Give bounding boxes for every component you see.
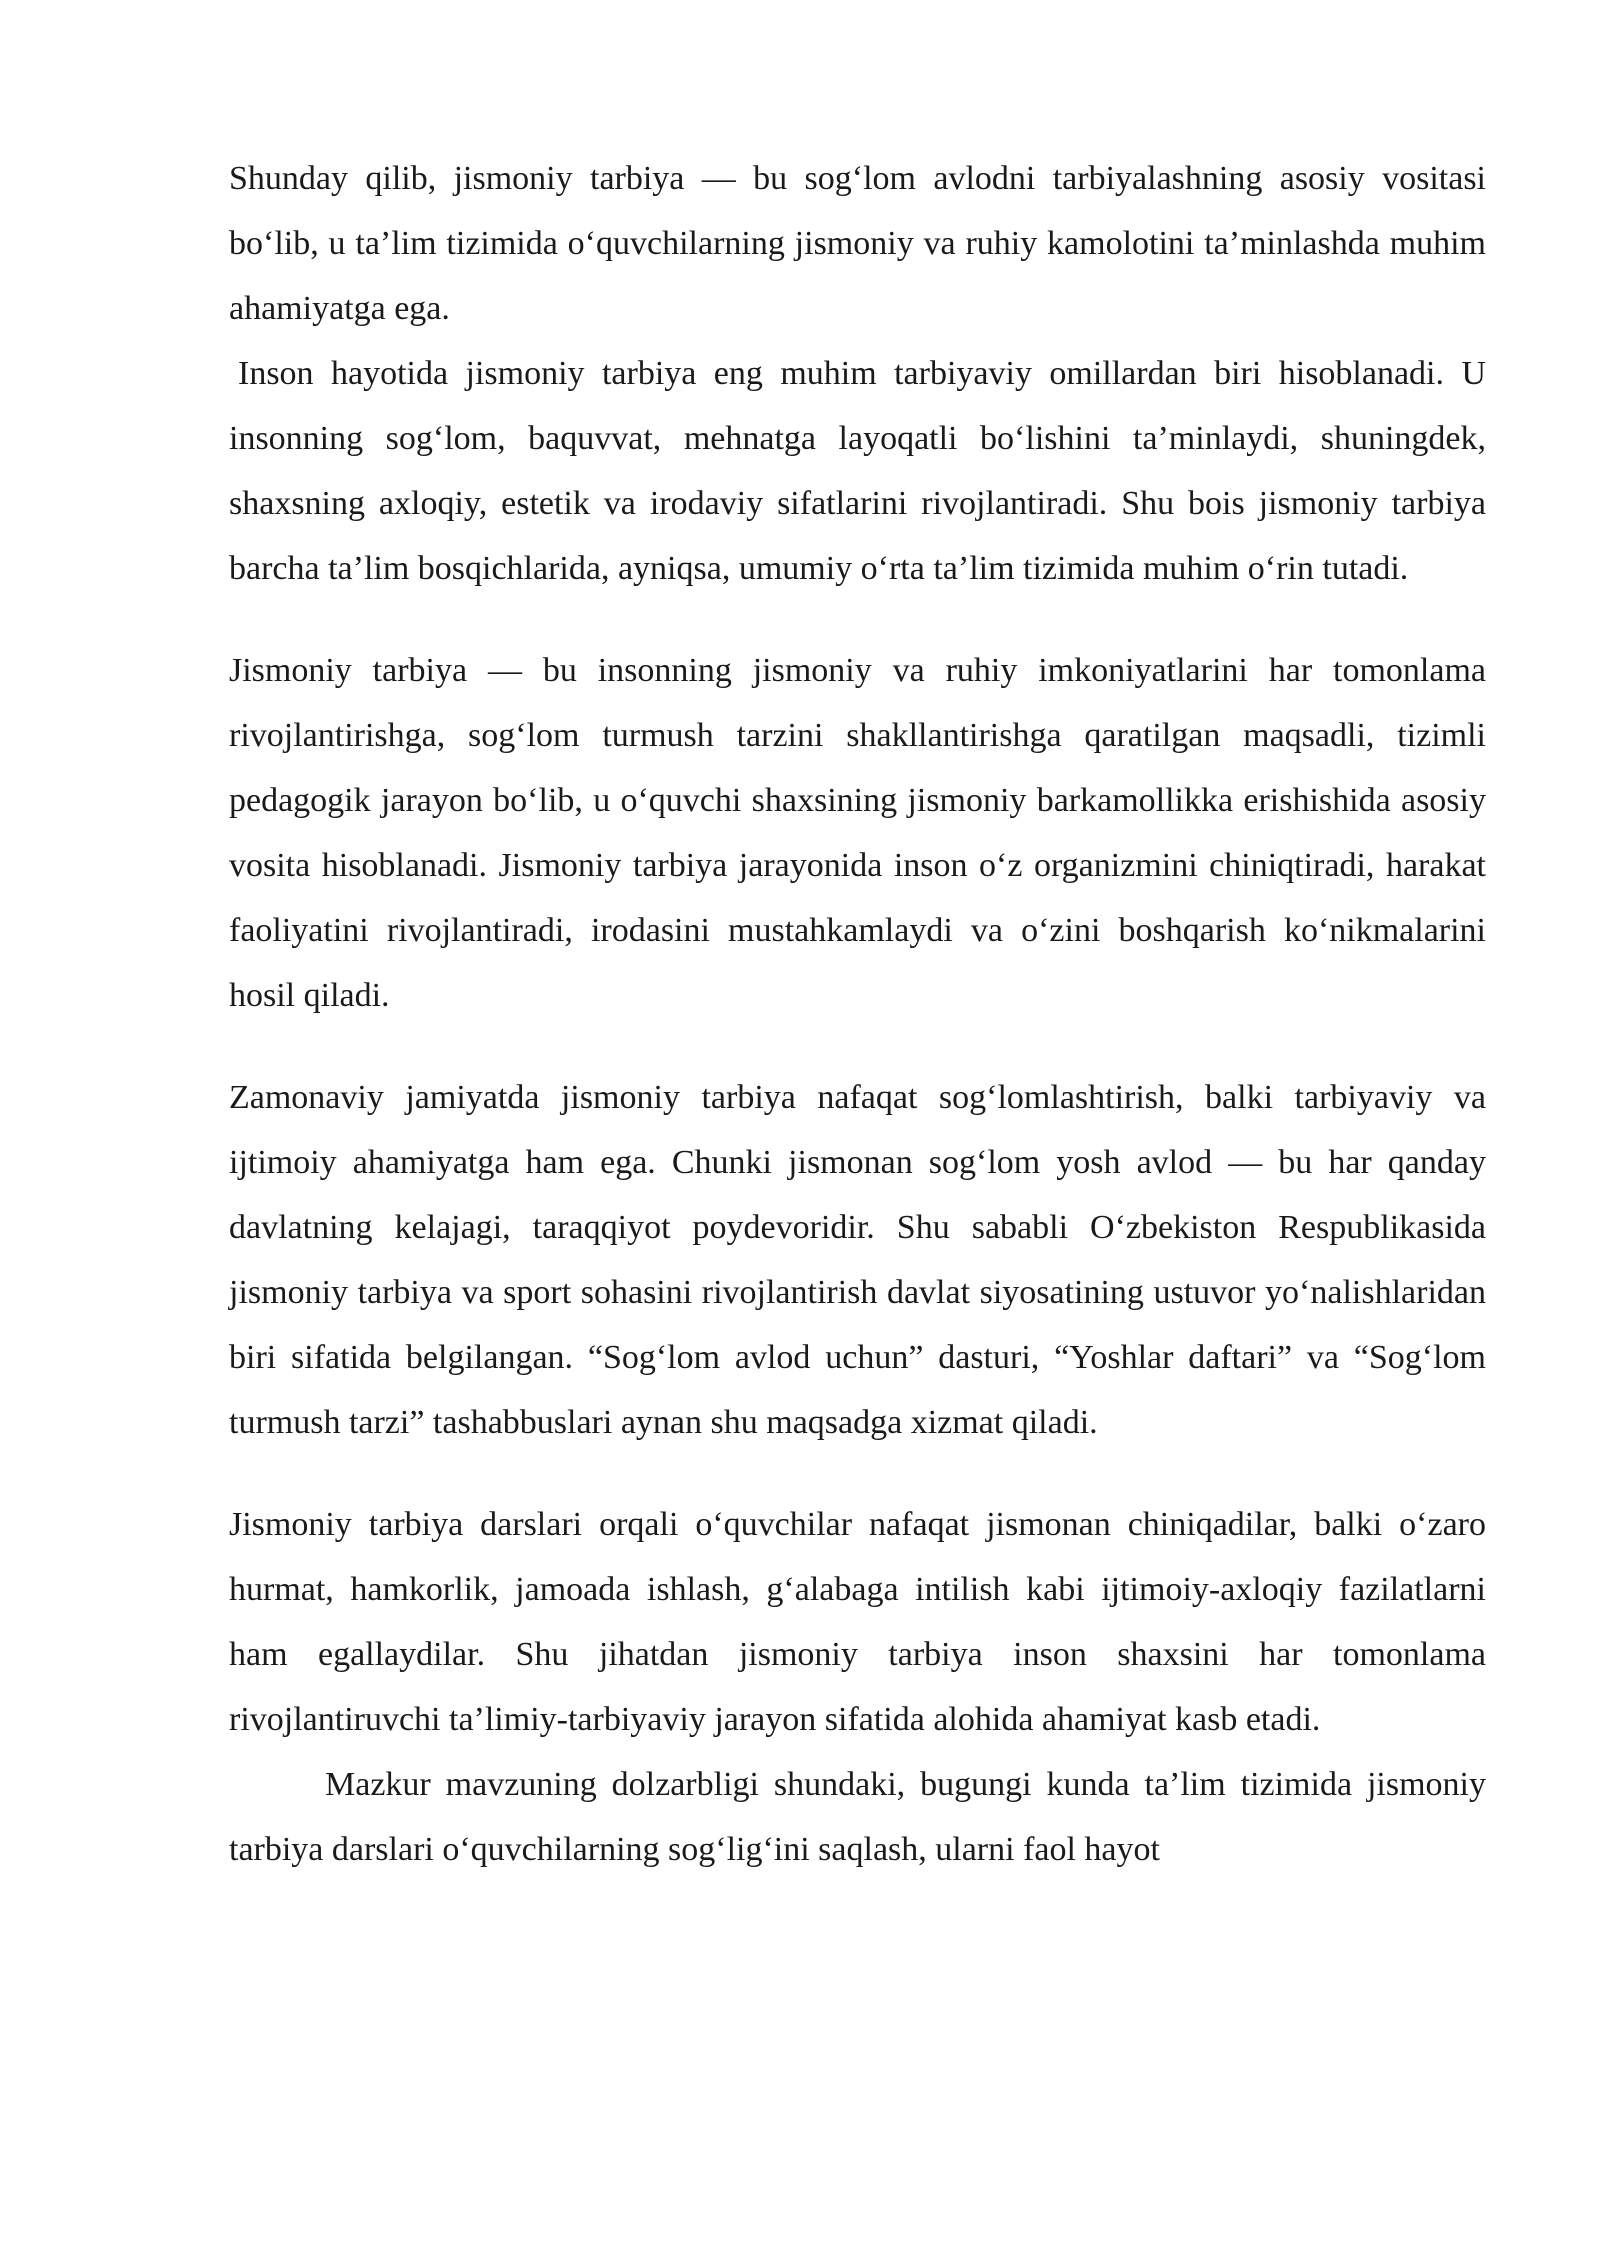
paragraph-definition: Jismoniy tarbiya — bu insonning jismoniy va ruhiy imkoniyatlarini har tomonlama rivojlantirishga, sog‘lom turmush tarzini shakllantirishga qaratilgan maqsadli, tizimli pedagogik jarayon bo‘lib, u o‘quvchi shaxsining jismoniy barkamollikka erishishida asosiy vosita hisoblanadi. Jismoniy tarbiya jarayonida inson o‘z organizmini chiniqtiradi, harakat faoliyatini rivojlantiradi, irodasini mustahkamlaydi va o‘zini boshqarish ko‘nikmalarini hosil qiladi. (229, 652, 1486, 1014)
paragraph-summary: Shunday qilib, jismoniy tarbiya — bu sog‘lom avlodni tarbiyalashning asosiy vositasi bo‘lib, u ta’lim tizimida o‘quvchilarning jismoniy va ruhiy kamolotini ta’minlashda muhim ahamiyatga ega. (229, 160, 1486, 327)
paragraph-lessons: Jismoniy tarbiya darslari orqali o‘quvchilar nafaqat jismonan chiniqadilar, balki o‘zaro hurmat, hamkorlik, jamoada ishlash, g‘alabaga intilish kabi ijtimoiy-axloqiy fazilatlarni ham egallaydilar. Shu jihatdan jismoniy tarbiya inson shaxsini har tomonlama rivojlantiruvchi ta’limiy-tarbiyaviy jarayon sifatida alohida ahamiyat kasb etadi. (229, 1506, 1486, 1738)
paragraph-importance: Inson hayotida jismoniy tarbiya eng muhim tarbiyaviy omillardan biri hisoblanadi. U insonning sog‘lom, baquvvat, mehnatga layoqatli bo‘lishini ta’minlaydi, shuningdek, shaxsning axloqiy, estetik va irodaviy sifatlarini rivojlantiradi. Shu bois jismoniy tarbiya barcha ta’lim bosqichlarida, ayniqsa, umumiy o‘rta ta’lim tizimida muhim o‘rin tutadi. (229, 355, 1486, 587)
paragraph-modern-society: Zamonaviy jamiyatda jismoniy tarbiya nafaqat sog‘lomlashtirish, balki tarbiyaviy va ijtimoiy ahamiyatga ham ega. Chunki jismonan sog‘lom yosh avlod — bu har qanday davlatning kelajagi, taraqqiyot poydevoridir. Shu sababli O‘zbekiston Respublikasida jismoniy tarbiya va sport sohasini rivojlantirish davlat siyosatining ustuvor yo‘nalishlaridan biri sifatida belgilangan. “Sog‘lom avlod uchun” dasturi, “Yoshlar daftari” va “Sog‘lom turmush tarzi” tashabbuslari aynan shu maqsadga xizmat qiladi. (229, 1079, 1486, 1441)
paragraph-relevance: Mazkur mavzuning dolzarbligi shundaki, bugungi kunda ta’lim tizimida jismoniy tarbiya darslari o‘quvchilarning sog‘lig‘ini saqlash, ularni faol hayot (229, 1766, 1486, 1868)
document-body (229, 146, 1486, 1882)
